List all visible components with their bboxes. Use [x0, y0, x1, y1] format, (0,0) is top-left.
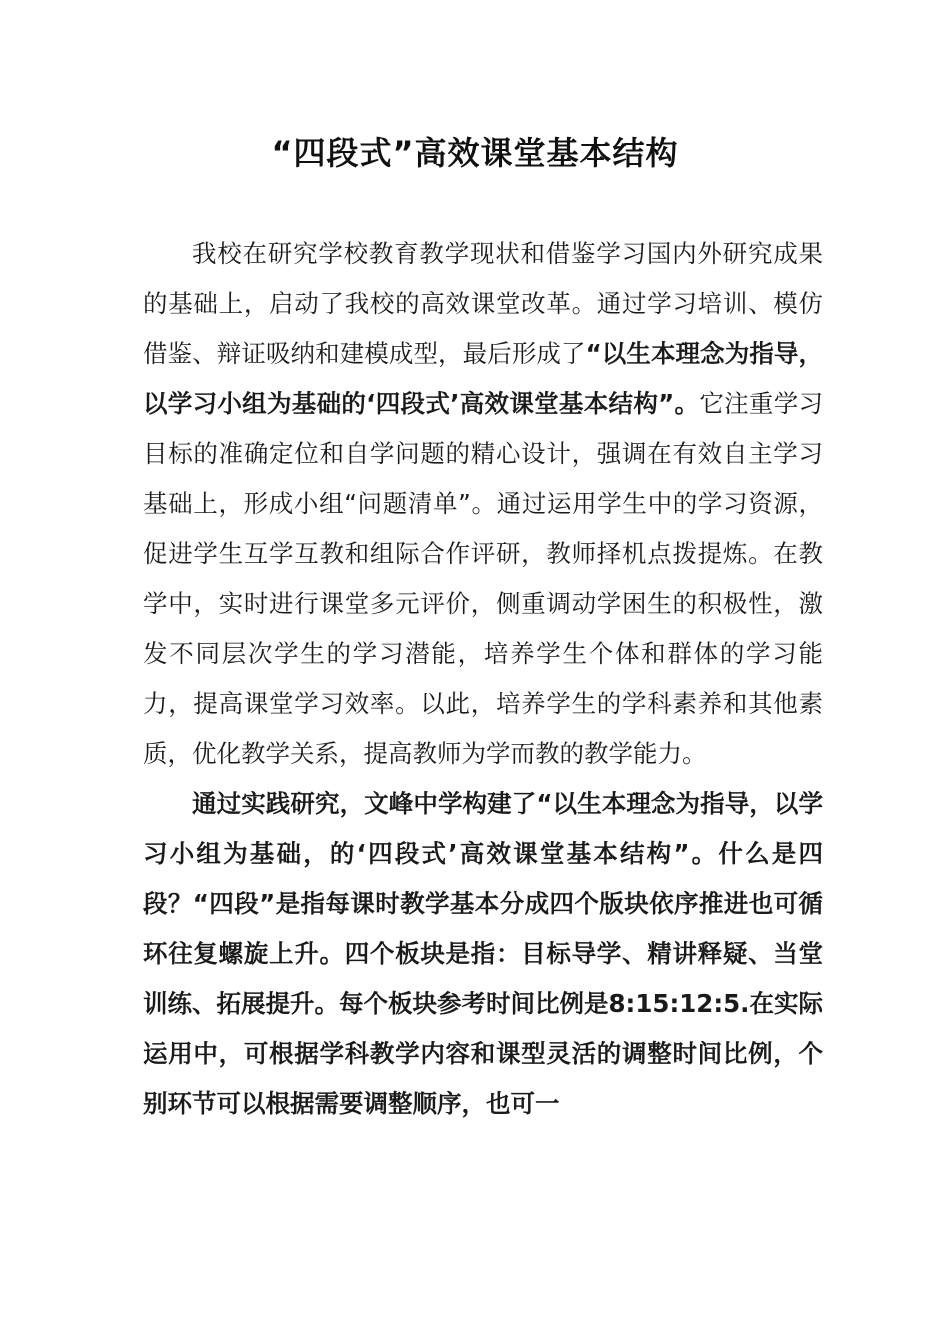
paragraph-1-text-a: 我校在研究学校教育教学现状和借鉴学习国内外研究成果的基础上，启动了我校的高效课堂改革。通过学习培训、模仿借鉴、辩证吸纳和建模成型，最后形成了 — [143, 239, 823, 368]
paragraph-1-text-b: 它注重学习目标的准确定位和自学问题的精心设计，强调在有效自主学习基础上，形成小组“问题清单”。通过运用学生中的学习资源，促进学生互学互教和组际合作评研，教师择机点拨提炼。在教学中，实时进行课堂多元评价，侧重调动学困生的积极性，激发不同层次学生的学习潜能，培养学生个体和群体的学习能力，提高课堂学习效率。以此，培养学生的学科素养和其他素质，优化教学关系，提高教师为学而教的教学能力。 — [143, 389, 823, 768]
paragraph-1 — [143, 229, 823, 779]
document-title: “四段式”高效课堂基本结构 — [271, 134, 679, 173]
paragraph-2: 通过实践研究，文峰中学构建了“以生本理念为指导，以学习小组为基础，的‘四段式’高效课堂基本结构”。什么是四段？“四段”是指每课时教学基本分成四个版块依序推进也可循环往复螺旋上升。四个板块是指：目标导学、精讲释疑、当堂训练、拓展提升。每个板块参考时间比例是8:15:12:5.在实际运用中，可根据学科教学内容和课型灵活的调整时间比例，个别环节可以根据需要调整顺序，也可一 — [143, 789, 823, 1118]
document-body — [143, 229, 823, 1129]
paragraph-1-bold-text: “以生本理念为指导，以学习小组为基础的‘四段式’高效课堂基本结构”。 — [143, 339, 823, 418]
